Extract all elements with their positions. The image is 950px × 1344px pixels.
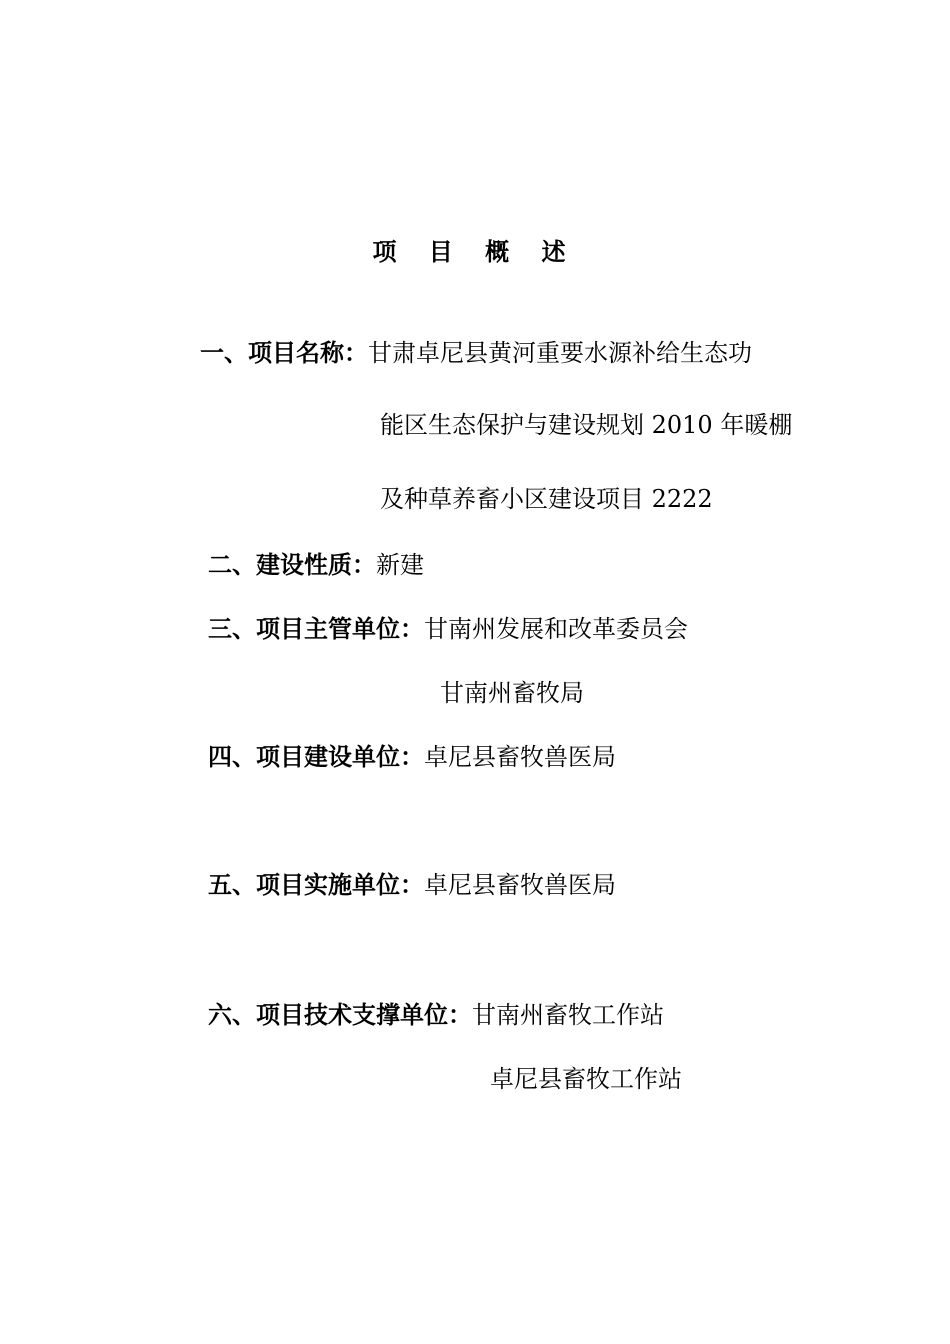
- item-label: 五、项目实施单位：: [208, 870, 424, 899]
- item-label: 六、项目技术支撑单位：: [208, 1000, 472, 1029]
- item-value: 及种草养畜小区建设项目 2222: [380, 485, 713, 513]
- item-value: 卓尼县畜牧兽医局: [424, 871, 616, 899]
- item-project-name-line-3: [380, 482, 713, 516]
- item-label: 二、建设性质：: [208, 550, 376, 579]
- item-construction-nature: [208, 548, 424, 582]
- item-value: 甘南州发展和改革委员会: [424, 615, 688, 643]
- document-title: 项 目 概 述: [372, 237, 578, 266]
- item-value: 卓尼县畜牧兽医局: [424, 743, 616, 771]
- item-project-name: [200, 336, 752, 370]
- item-implementation-unit: [208, 868, 616, 902]
- item-label: 三、项目主管单位：: [208, 614, 424, 643]
- item-label: 一、项目名称：: [200, 338, 368, 367]
- item-value: 新建: [376, 551, 424, 579]
- item-label: 四、项目建设单位：: [208, 742, 424, 771]
- item-value: 能区生态保护与建设规划 2010 年暖棚: [380, 411, 793, 439]
- item-value: 甘肃卓尼县黄河重要水源补给生态功: [368, 339, 752, 367]
- item-construction-unit: [208, 740, 616, 774]
- item-supervising-unit-line-2: [440, 676, 584, 710]
- item-supervising-unit: [208, 612, 688, 646]
- item-value: 甘南州畜牧工作站: [472, 1001, 664, 1029]
- item-project-name-line-2: [380, 408, 792, 442]
- item-value: 卓尼县畜牧工作站: [490, 1065, 682, 1093]
- item-technical-support-unit: [208, 998, 664, 1032]
- item-value: 甘南州畜牧局: [440, 679, 584, 707]
- item-technical-support-unit-line-2: [490, 1062, 682, 1096]
